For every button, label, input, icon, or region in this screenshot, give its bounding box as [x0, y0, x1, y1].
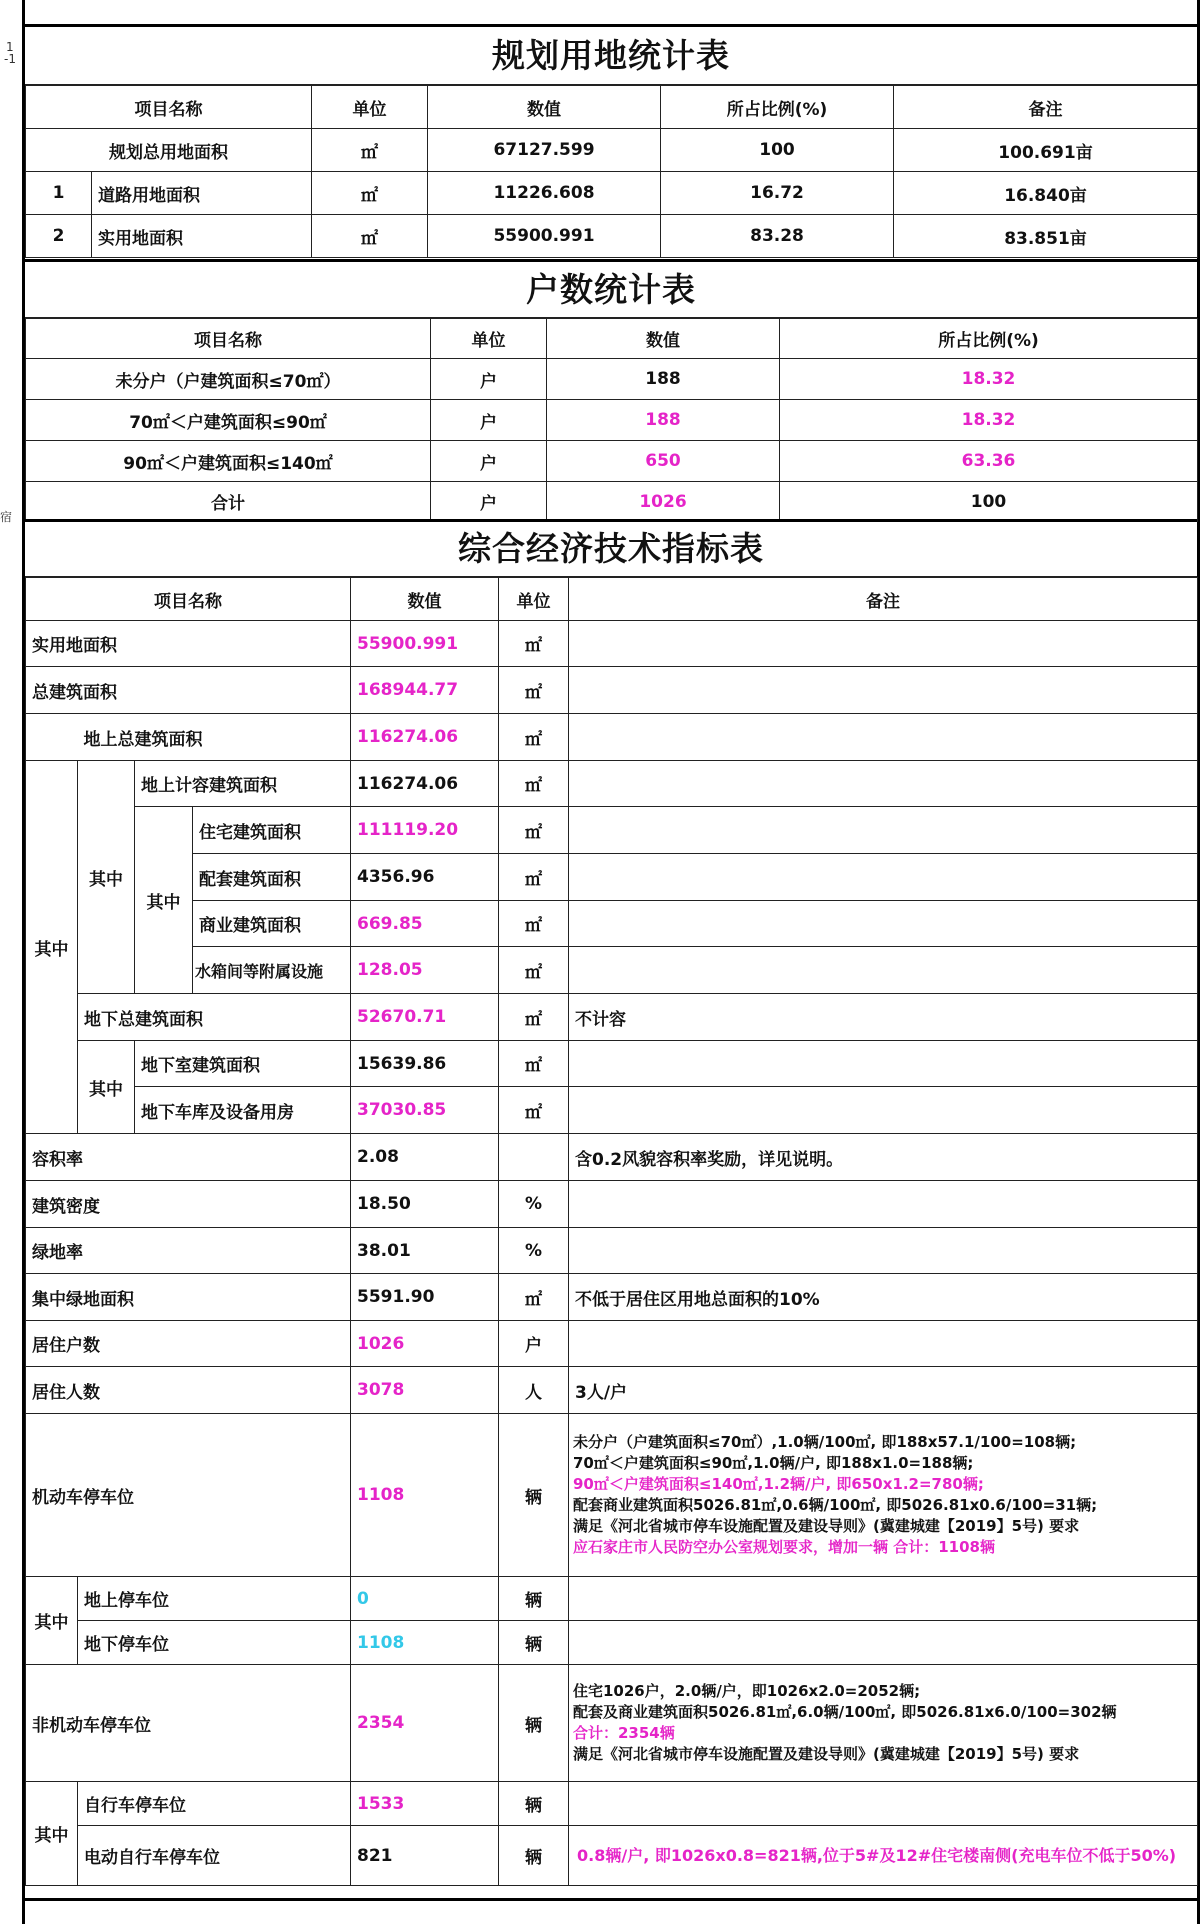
row-note: [569, 667, 1198, 714]
row-value: 1026: [547, 482, 780, 522]
row-name: 机动车停车位: [26, 1414, 351, 1577]
row-number: 1: [26, 172, 92, 215]
row-value: 188: [547, 400, 780, 441]
left-margin: [0, 0, 22, 1924]
row-note: 3人/户: [569, 1367, 1198, 1414]
row-value: 821: [351, 1826, 499, 1886]
row-value: 0: [351, 1577, 499, 1621]
row-value: 1026: [351, 1321, 499, 1367]
header-cell: 项目名称: [26, 319, 431, 359]
row-unit: ㎡: [499, 994, 569, 1041]
table-header-row: [26, 86, 1198, 129]
bicycle-note: [569, 1665, 1198, 1782]
land-table: [25, 85, 1198, 258]
row-unit: ㎡: [499, 667, 569, 714]
note-line: 住宅1026户，2.0辆/户，即1026x2.0=2052辆;: [573, 1682, 921, 1700]
row-unit: 辆: [499, 1665, 569, 1782]
row-unit: ㎡: [312, 172, 428, 215]
row-unit: 辆: [499, 1414, 569, 1577]
row-unit: ㎡: [499, 901, 569, 947]
row-name: 道路用地面积: [92, 172, 312, 215]
row-value: 55900.991: [351, 621, 499, 667]
row-name: 水箱间等附属设施: [193, 947, 351, 994]
table-row: [26, 761, 1198, 807]
table-total-row: [26, 482, 1198, 522]
row-unit: ㎡: [499, 761, 569, 807]
table-row: [26, 947, 1198, 994]
row-note: [569, 947, 1198, 994]
table-row: [26, 129, 1198, 172]
row-value: 4356.96: [351, 854, 499, 901]
row-name: 绿地率: [26, 1228, 351, 1274]
row-name: 实用地面积: [26, 621, 351, 667]
row-note: [569, 1181, 1198, 1228]
row-value: 128.05: [351, 947, 499, 994]
row-name: 住宅建筑面积: [193, 807, 351, 854]
row-value: 37030.85: [351, 1087, 499, 1134]
table-row: [26, 1414, 1198, 1577]
row-value: 1108: [351, 1621, 499, 1665]
row-value: 2354: [351, 1665, 499, 1782]
edge-mark: 1: [6, 40, 14, 54]
row-value: 18.50: [351, 1181, 499, 1228]
table-row: [26, 1782, 1198, 1826]
table-row: [26, 215, 1198, 258]
row-name: 容积率: [26, 1134, 351, 1181]
table-row: [26, 1181, 1198, 1228]
row-name: 地下停车位: [78, 1621, 351, 1665]
table-row: [26, 1621, 1198, 1665]
header-cell: 数值: [547, 319, 780, 359]
edge-mark: -1: [4, 52, 16, 66]
note-line: 满足《河北省城市停车设施配置及建设导则》(冀建城建【2019】5号) 要求: [573, 1517, 1080, 1535]
row-ratio: 63.36: [780, 441, 1198, 482]
note-line: 70㎡＜户建筑面积≤90㎡,1.0辆/户, 即188x1.0=188辆;: [573, 1454, 974, 1472]
row-value: 11226.608: [428, 172, 661, 215]
table-row: [26, 714, 1198, 761]
row-note: 不计容: [569, 994, 1198, 1041]
row-name: 合计: [26, 482, 431, 522]
row-note: 83.851亩: [894, 215, 1198, 258]
row-ratio: 83.28: [661, 215, 894, 258]
header-cell: 备注: [569, 578, 1198, 621]
row-unit: 辆: [499, 1577, 569, 1621]
note-line: 配套商业建筑面积5026.81㎡,0.6辆/100㎡, 即5026.81x0.6/100=31辆;: [573, 1496, 1098, 1514]
table-row: [26, 172, 1198, 215]
table-row: [26, 1087, 1198, 1134]
economic-table: [25, 577, 1198, 1886]
table-row: [26, 854, 1198, 901]
row-name: 地下总建筑面积: [78, 994, 351, 1041]
row-unit: ㎡: [499, 714, 569, 761]
table-row: [26, 400, 1198, 441]
row-value: 188: [547, 359, 780, 400]
row-unit: 户: [431, 359, 547, 400]
table-row: [26, 1577, 1198, 1621]
row-note: [569, 1782, 1198, 1826]
table-row: [26, 359, 1198, 400]
table-header-row: [26, 319, 1198, 359]
table-header-row: [26, 578, 1198, 621]
row-unit: 辆: [499, 1782, 569, 1826]
header-cell: 单位: [312, 86, 428, 129]
note-line: 0.8辆/户, 即1026x0.8=821辆,位于5#及12#住宅楼南侧(充电车位不低于50%): [577, 1846, 1177, 1865]
header-cell: 项目名称: [26, 578, 351, 621]
header-cell: 数值: [351, 578, 499, 621]
table-row: [26, 1228, 1198, 1274]
table-row: [26, 667, 1198, 714]
row-unit: 户: [499, 1321, 569, 1367]
group-label-qizhong: 其中: [78, 1041, 135, 1134]
row-name: 集中绿地面积: [26, 1274, 351, 1321]
row-unit: 户: [431, 441, 547, 482]
row-ratio: 100: [661, 129, 894, 172]
row-unit: ㎡: [499, 854, 569, 901]
header-cell: 数值: [428, 86, 661, 129]
row-unit: %: [499, 1228, 569, 1274]
group-label-qizhong: 其中: [26, 1577, 78, 1665]
note-line: 合计：2354辆: [573, 1724, 675, 1742]
row-note: [569, 1041, 1198, 1087]
table-row: [26, 441, 1198, 482]
row-name: 规划总用地面积: [26, 129, 312, 172]
edge-mark: 宿: [0, 510, 13, 524]
row-value: 168944.77: [351, 667, 499, 714]
land-table-title: 规划用地统计表: [25, 27, 1197, 85]
land-statistics-section: [25, 24, 1197, 258]
note-line: 未分户（户建筑面积≤70㎡）,1.0辆/100㎡, 即188x57.1/100=108辆;: [573, 1433, 1077, 1451]
row-note: 100.691亩: [894, 129, 1198, 172]
economic-table-title: 综合经济技术指标表: [25, 522, 1197, 577]
row-unit: 户: [431, 400, 547, 441]
row-note: [569, 901, 1198, 947]
row-value: 669.85: [351, 901, 499, 947]
group-label-qizhong: 其中: [78, 761, 135, 994]
row-value: 5591.90: [351, 1274, 499, 1321]
note-line: 90㎡＜户建筑面积≤140㎡,1.2辆/户, 即650x1.2=780辆;: [573, 1475, 984, 1493]
table-row: [26, 1041, 1198, 1087]
document-sheet: [22, 0, 1200, 1924]
row-note: [569, 1826, 1198, 1886]
header-cell: 所占比例(%): [661, 86, 894, 129]
row-value: 116274.06: [351, 761, 499, 807]
row-name: 电动自行车停车位: [78, 1826, 351, 1886]
table-row: [26, 1367, 1198, 1414]
row-name: 建筑密度: [26, 1181, 351, 1228]
row-unit: [499, 1134, 569, 1181]
row-note: 含0.2风貌容积率奖励，详见说明。: [569, 1134, 1198, 1181]
row-ratio: 100: [780, 482, 1198, 522]
row-value: 116274.06: [351, 714, 499, 761]
row-note: 不低于居住区用地总面积的10%: [569, 1274, 1198, 1321]
household-statistics-section: [25, 259, 1197, 522]
row-unit: 辆: [499, 1621, 569, 1665]
header-cell: 单位: [499, 578, 569, 621]
row-name: 地上总建筑面积: [78, 714, 351, 761]
row-ratio: 18.32: [780, 400, 1198, 441]
row-value: 1108: [351, 1414, 499, 1577]
row-name: 未分户（户建筑面积≤70㎡）: [26, 359, 431, 400]
row-name: 实用地面积: [92, 215, 312, 258]
row-unit: ㎡: [499, 1274, 569, 1321]
row-name: 地下车库及设备用房: [135, 1087, 351, 1134]
household-table-title: 户数统计表: [25, 262, 1197, 318]
row-note: [569, 761, 1198, 807]
table-row: [26, 1274, 1198, 1321]
row-name: 配套建筑面积: [193, 854, 351, 901]
table-row: [26, 1134, 1198, 1181]
row-note: [569, 714, 1198, 761]
row-name: 商业建筑面积: [193, 901, 351, 947]
row-unit: ㎡: [499, 621, 569, 667]
row-value: 1533: [351, 1782, 499, 1826]
row-unit: 人: [499, 1367, 569, 1414]
row-note: [569, 1577, 1198, 1621]
row-unit: 户: [431, 482, 547, 522]
row-name: 地上计容建筑面积: [135, 761, 351, 807]
row-name: 居住户数: [26, 1321, 351, 1367]
row-number: 2: [26, 215, 92, 258]
row-name: 地下室建筑面积: [135, 1041, 351, 1087]
group-label-qizhong: 其中: [135, 807, 193, 994]
row-note: [569, 1321, 1198, 1367]
note-line: 应石家庄市人民防空办公室规划要求，增加一辆 合计：1108辆: [573, 1538, 995, 1556]
row-ratio: 16.72: [661, 172, 894, 215]
row-unit: 辆: [499, 1826, 569, 1886]
row-name: 非机动车停车位: [26, 1665, 351, 1782]
row-unit: ㎡: [312, 215, 428, 258]
row-name: 90㎡＜户建筑面积≤140㎡: [26, 441, 431, 482]
parking-note: [569, 1414, 1198, 1577]
row-name: 70㎡＜户建筑面积≤90㎡: [26, 400, 431, 441]
table-row: [26, 994, 1198, 1041]
table-row: [26, 621, 1198, 667]
row-value: 55900.991: [428, 215, 661, 258]
row-value: 2.08: [351, 1134, 499, 1181]
group-label-qizhong: 其中: [26, 761, 78, 1134]
row-unit: ㎡: [499, 1087, 569, 1134]
header-cell: 项目名称: [26, 86, 312, 129]
row-note: 16.840亩: [894, 172, 1198, 215]
row-value: 52670.71: [351, 994, 499, 1041]
row-note: [569, 621, 1198, 667]
row-name: 自行车停车位: [78, 1782, 351, 1826]
table-row: [26, 1321, 1198, 1367]
row-ratio: 18.32: [780, 359, 1198, 400]
table-row: [26, 1665, 1198, 1782]
row-note: [569, 1228, 1198, 1274]
row-name: 居住人数: [26, 1367, 351, 1414]
row-value: 67127.599: [428, 129, 661, 172]
row-value: 650: [547, 441, 780, 482]
header-cell: 单位: [431, 319, 547, 359]
row-unit: ㎡: [499, 947, 569, 994]
next-section-edge: [25, 1898, 1197, 1927]
header-cell: 所占比例(%): [780, 319, 1198, 359]
row-unit: %: [499, 1181, 569, 1228]
row-note: [569, 1621, 1198, 1665]
row-name: 地上停车位: [78, 1577, 351, 1621]
row-unit: ㎡: [499, 807, 569, 854]
indent-cell: [26, 714, 78, 761]
row-note: [569, 854, 1198, 901]
row-note: [569, 807, 1198, 854]
table-row: [26, 1826, 1198, 1886]
row-unit: ㎡: [499, 1041, 569, 1087]
table-row: [26, 807, 1198, 854]
household-table: [25, 318, 1198, 522]
row-note: [569, 1087, 1198, 1134]
table-row: [26, 901, 1198, 947]
row-value: 38.01: [351, 1228, 499, 1274]
row-value: 111119.20: [351, 807, 499, 854]
note-line: 满足《河北省城市停车设施配置及建设导则》(冀建城建【2019】5号) 要求: [573, 1745, 1080, 1763]
row-name: 总建筑面积: [26, 667, 351, 714]
header-cell: 备注: [894, 86, 1198, 129]
note-line: 配套及商业建筑面积5026.81㎡,6.0辆/100㎡, 即5026.81x6.0/100=302辆: [573, 1703, 1117, 1721]
row-value: 15639.86: [351, 1041, 499, 1087]
economic-indicators-section: [25, 519, 1197, 1886]
row-value: 3078: [351, 1367, 499, 1414]
group-label-qizhong: 其中: [26, 1782, 78, 1886]
row-unit: ㎡: [312, 129, 428, 172]
